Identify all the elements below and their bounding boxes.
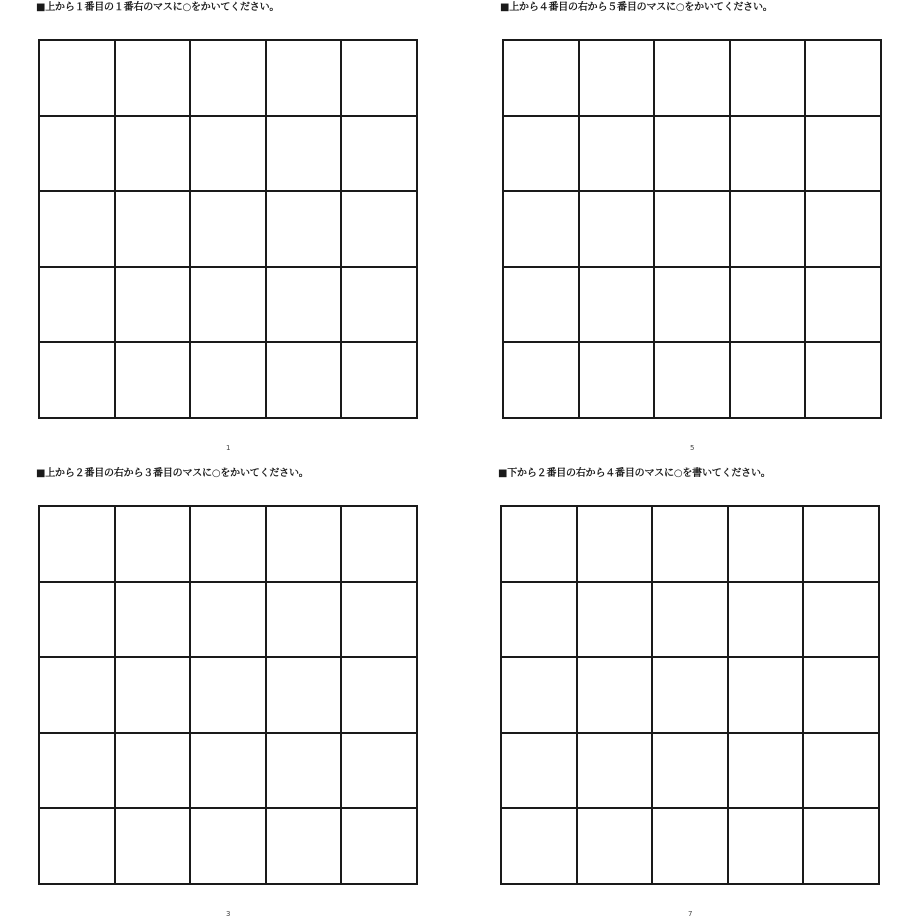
answer-grid xyxy=(38,39,418,419)
grid-cell-r2-c1[interactable] xyxy=(504,117,580,193)
grid-cell-r1-c2[interactable] xyxy=(578,507,654,583)
grid-cell-r3-c4[interactable] xyxy=(731,192,807,268)
grid-cell-r2-c5[interactable] xyxy=(806,117,882,193)
worksheet-panel-2 xyxy=(500,0,920,450)
grid-cell-r3-c2[interactable] xyxy=(578,658,654,734)
page-number: 7 xyxy=(688,910,693,918)
page-number: 1 xyxy=(226,444,231,452)
answer-grid xyxy=(38,505,418,885)
grid-cell-r5-c5[interactable] xyxy=(804,809,880,885)
grid-cell-r4-c1[interactable] xyxy=(40,268,116,344)
grid-cell-r3-c5[interactable] xyxy=(342,192,418,268)
instruction-text: ■上から２番目の右から３番目のマスに○をかいてください。 xyxy=(36,468,309,479)
grid-cell-r1-c1[interactable] xyxy=(40,41,116,117)
grid-cell-r3-c4[interactable] xyxy=(267,658,343,734)
grid-cell-r2-c2[interactable] xyxy=(580,117,656,193)
grid-cell-r4-c4[interactable] xyxy=(267,734,343,810)
grid-cell-r2-c1[interactable] xyxy=(40,117,116,193)
grid-cell-r2-c3[interactable] xyxy=(191,583,267,659)
grid-cell-r4-c2[interactable] xyxy=(116,734,192,810)
grid-cell-r4-c1[interactable] xyxy=(502,734,578,810)
grid-cell-r3-c4[interactable] xyxy=(267,192,343,268)
grid-cell-r1-c4[interactable] xyxy=(267,507,343,583)
grid-cell-r2-c4[interactable] xyxy=(729,583,805,659)
grid-cell-r1-c1[interactable] xyxy=(40,507,116,583)
grid-cell-r3-c5[interactable] xyxy=(804,658,880,734)
grid-cell-r3-c3[interactable] xyxy=(191,192,267,268)
grid-cell-r4-c5[interactable] xyxy=(342,268,418,344)
grid-cell-r3-c4[interactable] xyxy=(729,658,805,734)
grid-cell-r1-c1[interactable] xyxy=(502,507,578,583)
grid-cell-r5-c3[interactable] xyxy=(191,343,267,419)
grid-cell-r2-c2[interactable] xyxy=(116,583,192,659)
grid-cell-r5-c1[interactable] xyxy=(502,809,578,885)
grid-cell-r4-c3[interactable] xyxy=(655,268,731,344)
grid-cell-r1-c3[interactable] xyxy=(191,507,267,583)
grid-cell-r3-c3[interactable] xyxy=(191,658,267,734)
grid-cell-r4-c2[interactable] xyxy=(116,268,192,344)
grid-cell-r4-c2[interactable] xyxy=(578,734,654,810)
grid-cell-r1-c4[interactable] xyxy=(731,41,807,117)
grid-cell-r2-c1[interactable] xyxy=(40,583,116,659)
grid-cell-r2-c3[interactable] xyxy=(191,117,267,193)
grid-cell-r3-c2[interactable] xyxy=(116,192,192,268)
grid-cell-r5-c5[interactable] xyxy=(342,343,418,419)
grid-cell-r5-c2[interactable] xyxy=(116,809,192,885)
grid-cell-r5-c2[interactable] xyxy=(116,343,192,419)
grid-cell-r4-c5[interactable] xyxy=(806,268,882,344)
grid-cell-r1-c2[interactable] xyxy=(116,507,192,583)
grid-cell-r2-c1[interactable] xyxy=(502,583,578,659)
grid-cell-r2-c5[interactable] xyxy=(342,117,418,193)
page-number: 3 xyxy=(226,910,231,918)
grid-cell-r2-c2[interactable] xyxy=(578,583,654,659)
grid-cell-r4-c4[interactable] xyxy=(267,268,343,344)
grid-cell-r3-c5[interactable] xyxy=(342,658,418,734)
page-number: 5 xyxy=(690,444,695,452)
grid-cell-r2-c4[interactable] xyxy=(731,117,807,193)
grid-cell-r5-c5[interactable] xyxy=(342,809,418,885)
grid-cell-r1-c5[interactable] xyxy=(342,41,418,117)
grid-cell-r3-c1[interactable] xyxy=(504,192,580,268)
grid-cell-r4-c2[interactable] xyxy=(580,268,656,344)
instruction-text: ■上から４番目の右から５番目のマスに○をかいてください。 xyxy=(500,2,773,13)
grid-cell-r5-c4[interactable] xyxy=(729,809,805,885)
grid-cell-r1-c1[interactable] xyxy=(504,41,580,117)
grid-cell-r5-c5[interactable] xyxy=(806,343,882,419)
grid-cell-r5-c4[interactable] xyxy=(731,343,807,419)
grid-cell-r5-c1[interactable] xyxy=(40,343,116,419)
instruction-text: ■下から２番目の右から４番目のマスに○を書いてください。 xyxy=(498,468,771,479)
grid-cell-r5-c3[interactable] xyxy=(191,809,267,885)
grid-cell-r2-c2[interactable] xyxy=(116,117,192,193)
grid-cell-r2-c3[interactable] xyxy=(653,583,729,659)
grid-cell-r4-c3[interactable] xyxy=(191,268,267,344)
grid-cell-r2-c5[interactable] xyxy=(342,583,418,659)
grid-cell-r5-c4[interactable] xyxy=(267,343,343,419)
grid-cell-r1-c3[interactable] xyxy=(191,41,267,117)
grid-cell-r4-c4[interactable] xyxy=(729,734,805,810)
grid-cell-r5-c2[interactable] xyxy=(580,343,656,419)
grid-cell-r3-c1[interactable] xyxy=(502,658,578,734)
grid-cell-r4-c5[interactable] xyxy=(804,734,880,810)
grid-cell-r4-c5[interactable] xyxy=(342,734,418,810)
grid-cell-r4-c3[interactable] xyxy=(191,734,267,810)
grid-cell-r3-c5[interactable] xyxy=(806,192,882,268)
grid-cell-r2-c4[interactable] xyxy=(267,583,343,659)
worksheet-panel-4 xyxy=(498,466,918,916)
worksheet-panel-3 xyxy=(36,466,456,916)
grid-cell-r3-c2[interactable] xyxy=(116,658,192,734)
grid-cell-r4-c4[interactable] xyxy=(731,268,807,344)
grid-cell-r3-c1[interactable] xyxy=(40,192,116,268)
grid-cell-r2-c5[interactable] xyxy=(804,583,880,659)
grid-cell-r3-c3[interactable] xyxy=(653,658,729,734)
worksheet-panel-1 xyxy=(36,0,456,450)
grid-cell-r2-c4[interactable] xyxy=(267,117,343,193)
grid-cell-r3-c1[interactable] xyxy=(40,658,116,734)
grid-cell-r4-c3[interactable] xyxy=(653,734,729,810)
grid-cell-r3-c3[interactable] xyxy=(655,192,731,268)
grid-cell-r1-c2[interactable] xyxy=(580,41,656,117)
answer-grid xyxy=(500,505,880,885)
grid-cell-r1-c5[interactable] xyxy=(806,41,882,117)
grid-cell-r4-c1[interactable] xyxy=(504,268,580,344)
grid-cell-r1-c5[interactable] xyxy=(804,507,880,583)
grid-cell-r1-c5[interactable] xyxy=(342,507,418,583)
grid-cell-r5-c1[interactable] xyxy=(40,809,116,885)
grid-cell-r2-c3[interactable] xyxy=(655,117,731,193)
grid-cell-r1-c3[interactable] xyxy=(653,507,729,583)
grid-cell-r5-c3[interactable] xyxy=(653,809,729,885)
grid-cell-r4-c1[interactable] xyxy=(40,734,116,810)
grid-cell-r1-c3[interactable] xyxy=(655,41,731,117)
grid-cell-r5-c2[interactable] xyxy=(578,809,654,885)
grid-cell-r1-c2[interactable] xyxy=(116,41,192,117)
answer-grid xyxy=(502,39,882,419)
grid-cell-r5-c4[interactable] xyxy=(267,809,343,885)
instruction-text: ■上から１番目の１番右のマスに○をかいてください。 xyxy=(36,2,280,13)
grid-cell-r5-c1[interactable] xyxy=(504,343,580,419)
grid-cell-r5-c3[interactable] xyxy=(655,343,731,419)
grid-cell-r1-c4[interactable] xyxy=(267,41,343,117)
grid-cell-r1-c4[interactable] xyxy=(729,507,805,583)
grid-cell-r3-c2[interactable] xyxy=(580,192,656,268)
